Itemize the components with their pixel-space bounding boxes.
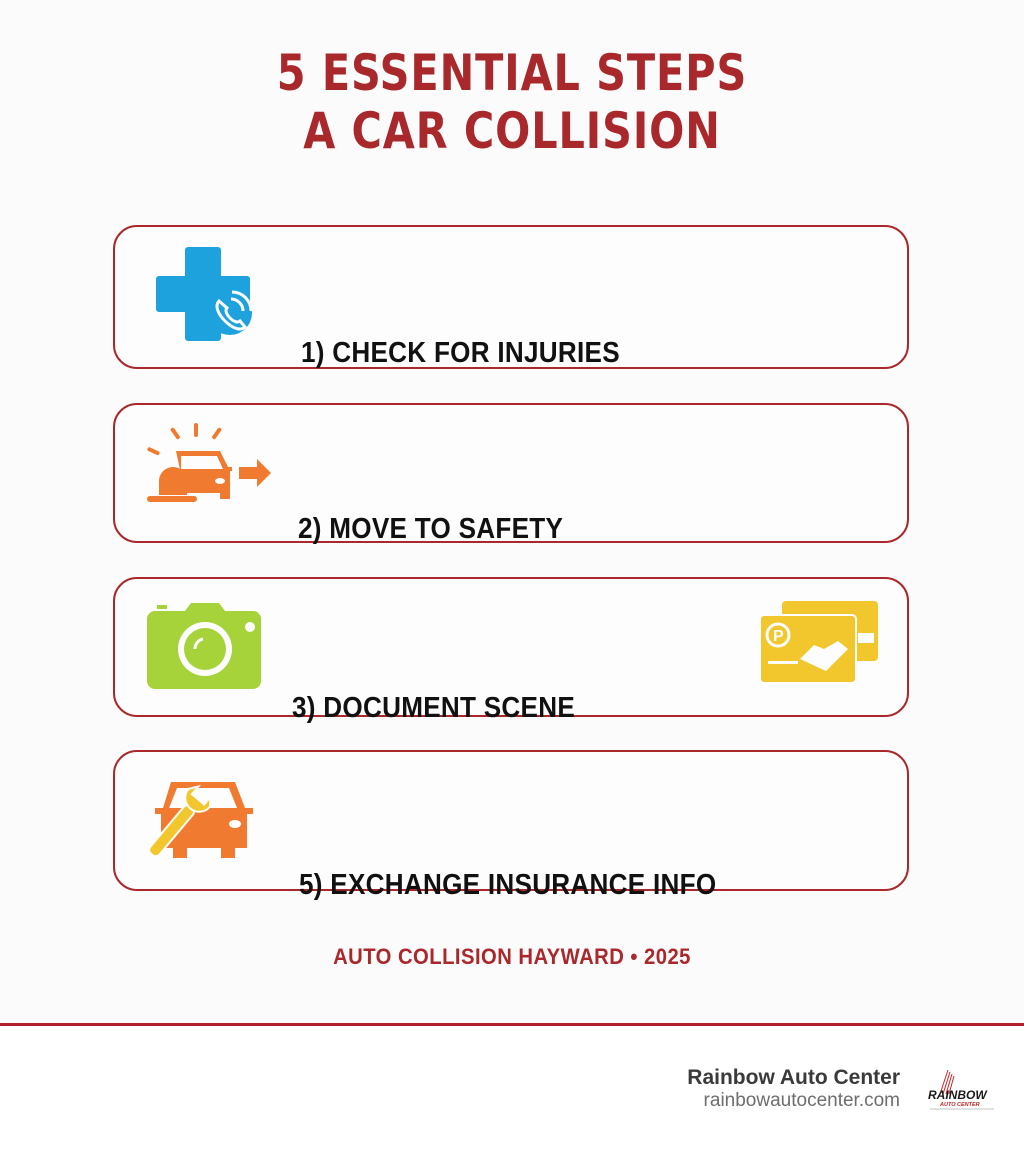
camera-icon: [145, 601, 265, 693]
car-hazard-arrow-icon: [143, 421, 283, 511]
car-wrench-icon: [149, 776, 259, 866]
step-card-3: [113, 577, 909, 724]
title-line-1: 5 ESSENTIAL STEPS: [276, 44, 748, 102]
svg-text:AUTO CENTER: AUTO CENTER: [940, 1102, 980, 1108]
step-2-line-1: 2) MOVE TO SAFETY: [298, 513, 564, 545]
logo-text: RAINBOW: [928, 1088, 987, 1102]
svg-text:P: P: [773, 628, 784, 645]
medical-cross-phone-icon: [155, 245, 255, 345]
step-card-2: [113, 403, 909, 543]
insurance-card-handshake-icon: [758, 599, 880, 685]
step-card-1: [113, 225, 909, 369]
step-3-line-1: 3) DOCUMENT SCENE: [292, 692, 576, 724]
brand-url[interactable]: rainbowautocenter.com: [703, 1090, 900, 1111]
step-1-line-1: 1) CHECK FOR INJURIES: [301, 337, 620, 369]
title-line-2: A CAR COLLISION: [303, 102, 721, 160]
rainbow-logo: [926, 1068, 1000, 1112]
page-title: [41, 44, 983, 160]
step-card-5: [113, 750, 909, 901]
brand-name: Rainbow Auto Center: [687, 1066, 900, 1089]
step-5-line-1: 5) EXCHANGE INSURANCE INFO: [299, 869, 717, 901]
tagline: AUTO COLLISION HAYWARD • 2025: [333, 944, 691, 969]
